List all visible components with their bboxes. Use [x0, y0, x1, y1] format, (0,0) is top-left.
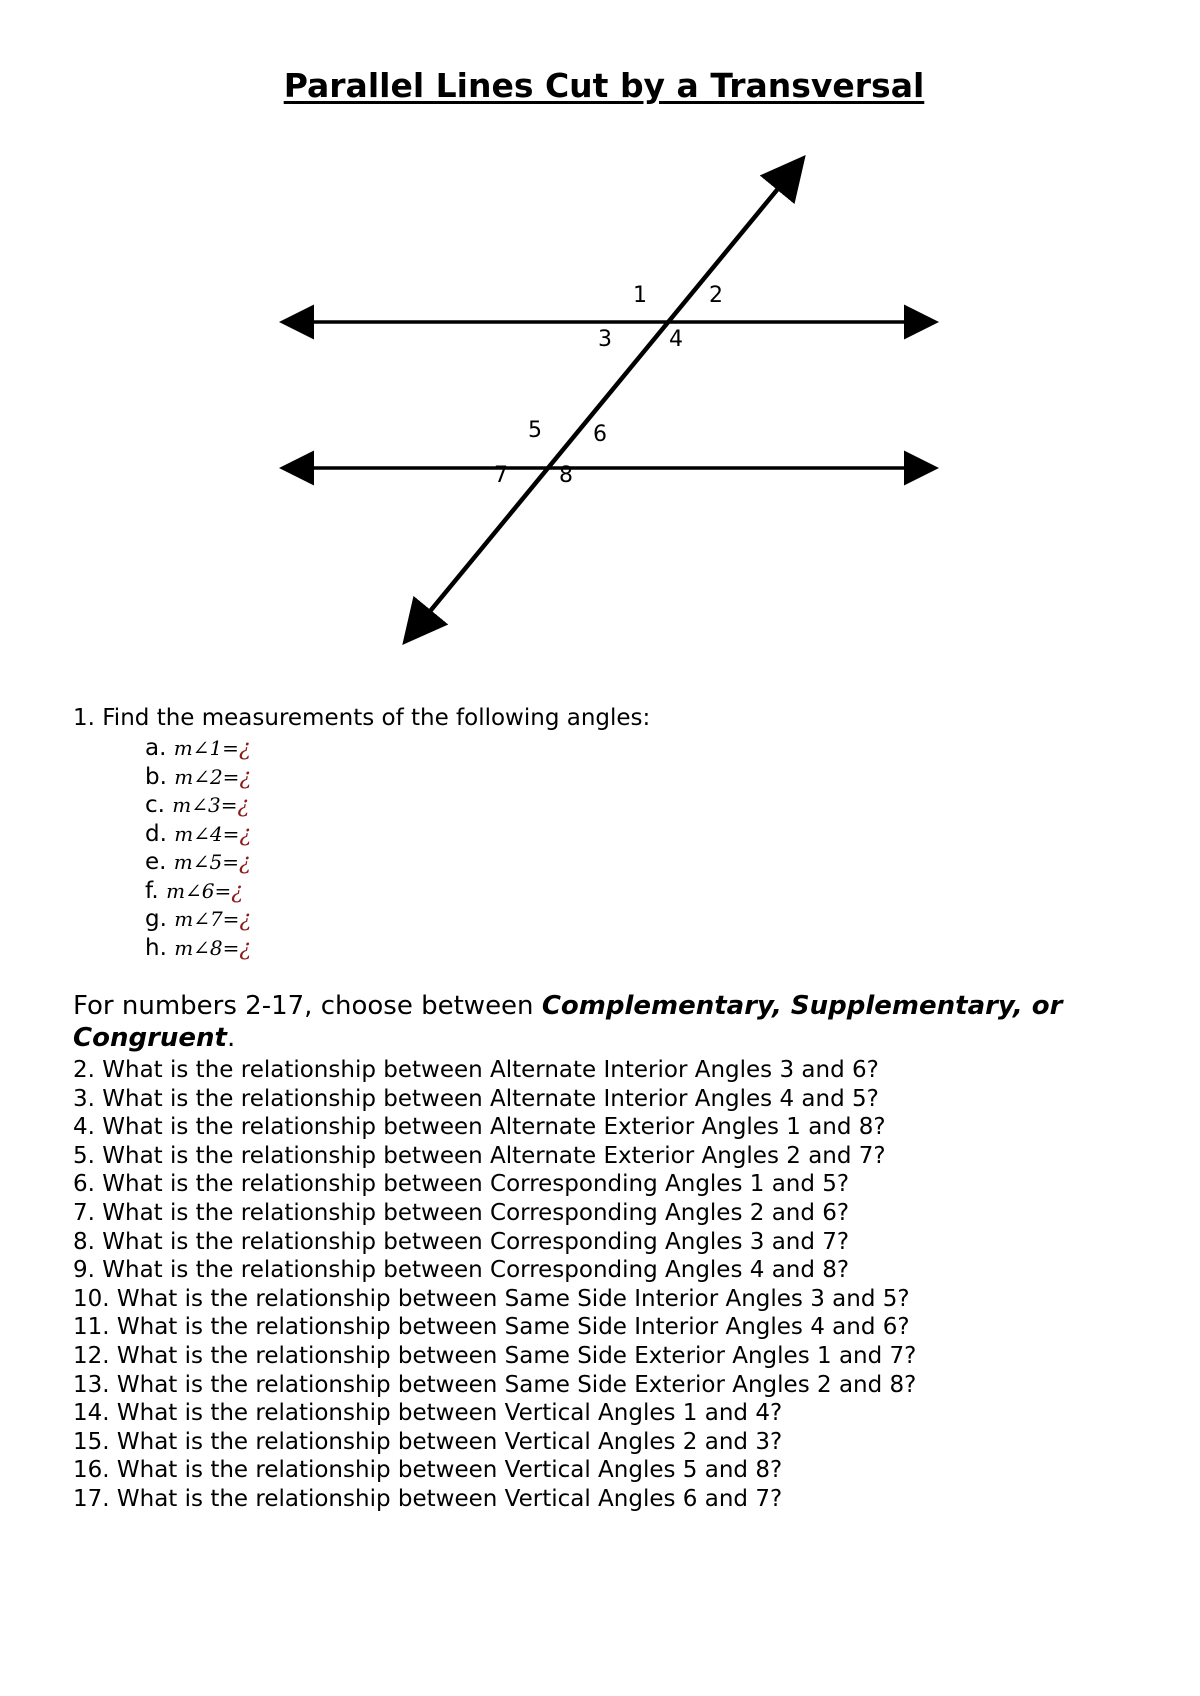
list-item: 14. What is the relationship between Vertical Angles 1 and 4?	[73, 1400, 783, 1427]
page-title: Parallel Lines Cut by a Transversal	[283, 66, 925, 105]
list-item: g. m∠7=¿	[145, 906, 252, 932]
list-item: 2. What is the relationship between Alternate Interior Angles 3 and 6?	[73, 1057, 879, 1083]
list-item: 12. What is the relationship between Same Side Exterior Angles 1 and 7?	[73, 1342, 917, 1369]
list-item: 17. What is the relationship between Vertical Angles 6 and 7?	[73, 1485, 783, 1512]
instructions: For numbers 2-17, choose between Complementary, Supplementary, or Congruent.	[73, 991, 1063, 1053]
angle-label-2: 2	[709, 283, 723, 308]
list-item: c. m∠3=¿	[145, 792, 250, 818]
answer-choices: Complementary, Supplementary, or Congruent	[73, 991, 1063, 1053]
angle-measure-list	[145, 734, 251, 962]
angle-label-7: 7	[494, 463, 508, 488]
transversal-line	[408, 162, 800, 638]
answer-blank: ¿	[239, 935, 252, 961]
list-item: 3. What is the relationship between Alternate Interior Angles 4 and 5?	[73, 1085, 879, 1112]
list-item: 5. What is the relationship between Alternate Exterior Angles 2 and 7?	[73, 1142, 886, 1169]
list-item: 9. What is the relationship between Corresponding Angles 4 and 8?	[73, 1257, 850, 1284]
angle-label-3: 3	[598, 327, 612, 352]
angle-label-4: 4	[669, 327, 683, 352]
list-item: 7. What is the relationship between Corresponding Angles 2 and 6?	[73, 1199, 850, 1226]
parallel-lines-diagram	[0, 0, 1200, 700]
answer-blank: ¿	[237, 793, 250, 818]
answer-blank: ¿	[239, 907, 252, 932]
list-item: 10. What is the relationship between Same Side Interior Angles 3 and 5?	[73, 1285, 910, 1312]
list-item: 13. What is the relationship between Same Side Exterior Angles 2 and 8?	[73, 1371, 917, 1398]
list-item: 6. What is the relationship between Corresponding Angles 1 and 5?	[73, 1171, 850, 1198]
angle-label-6: 6	[593, 422, 607, 447]
list-item: e. m∠5=¿	[145, 849, 251, 875]
answer-blank: ¿	[231, 878, 244, 904]
list-item: h. m∠8=¿	[145, 934, 252, 961]
list-item: 16. What is the relationship between Vertical Angles 5 and 8?	[73, 1457, 783, 1484]
angle-label-8: 8	[559, 463, 573, 488]
angle-label-5: 5	[528, 418, 542, 443]
list-item: 8. What is the relationship between Corresponding Angles 3 and 7?	[73, 1228, 850, 1255]
list-item: d. m∠4=¿	[145, 820, 252, 847]
list-item: 15. What is the relationship between Vertical Angles 2 and 3?	[73, 1428, 783, 1455]
angle-label-1: 1	[633, 283, 647, 308]
list-item: b. m∠2=¿	[145, 763, 252, 790]
question-1-prompt: 1. Find the measurements of the following angles:	[73, 705, 651, 731]
answer-blank: ¿	[238, 736, 251, 761]
list-item: 4. What is the relationship between Alternate Exterior Angles 1 and 8?	[73, 1114, 886, 1141]
answer-blank: ¿	[239, 764, 252, 790]
answer-blank: ¿	[239, 821, 252, 847]
list-item: f. m∠6=¿	[145, 877, 244, 904]
list-item: a. m∠1=¿	[145, 735, 251, 761]
question-list	[73, 1056, 916, 1514]
answer-blank: ¿	[239, 850, 251, 875]
list-item: 11. What is the relationship between Same Side Interior Angles 4 and 6?	[73, 1314, 910, 1341]
